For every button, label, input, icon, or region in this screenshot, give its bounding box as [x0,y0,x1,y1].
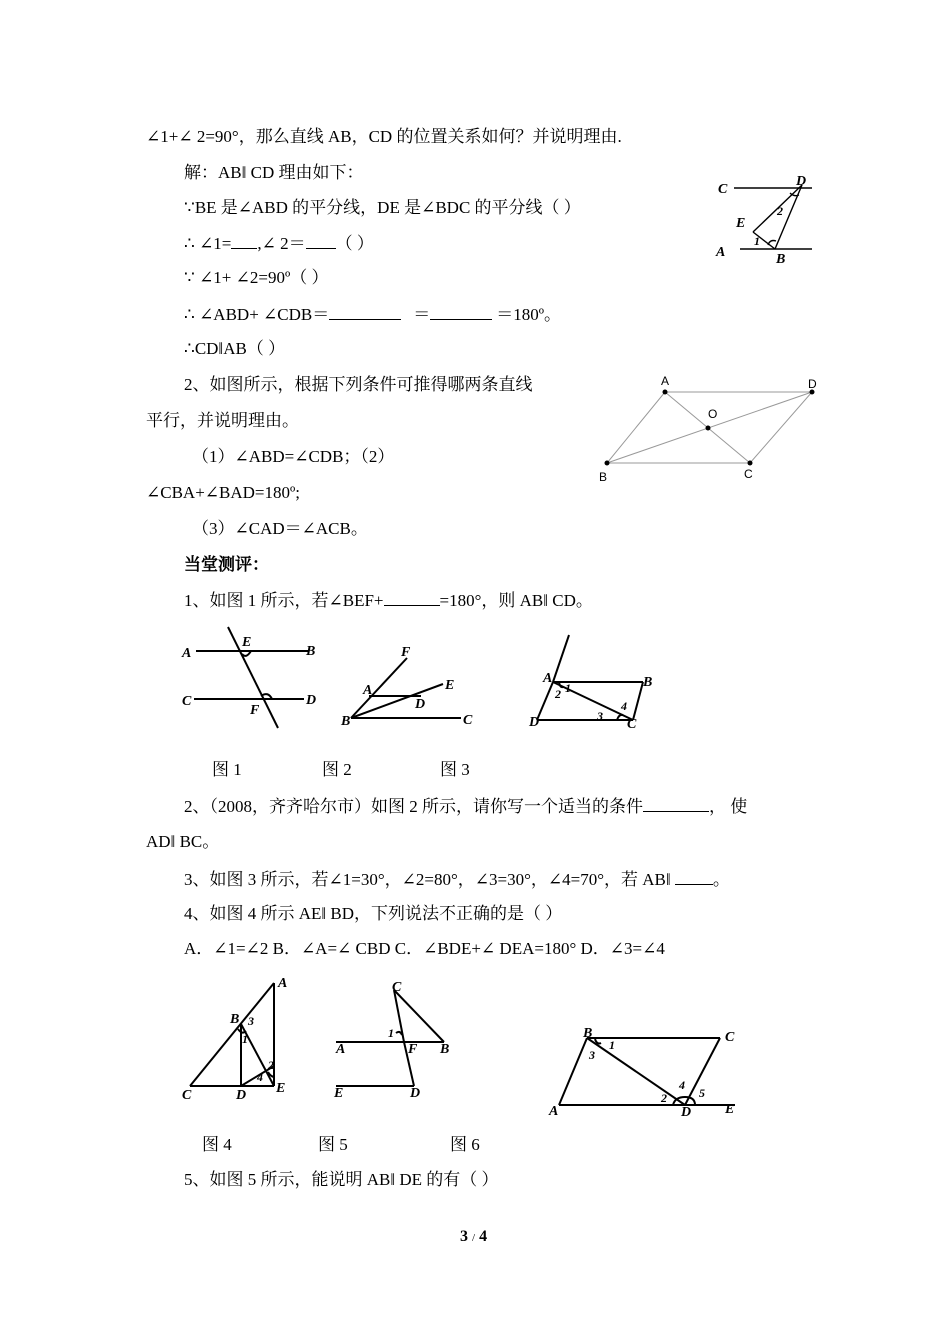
answer-blank[interactable] [231,232,257,249]
text-line: ∠1+∠ 2=90°，那么直线 AB，CD 的位置关系如何？并说明理由. [146,127,622,146]
label-d: D [796,174,807,189]
label-d: D [236,1088,247,1103]
figure-1 [180,625,330,735]
figure-caption: 图 6 [450,1135,480,1154]
figure-caption: 图 2 [322,760,352,779]
label-1: 1 [754,234,760,248]
label-a: A [278,976,288,991]
label-c: C [725,1030,735,1045]
label-2: 2 [268,1058,274,1072]
text-line [184,589,593,612]
label-d: D [681,1105,692,1120]
label-c: C [182,1088,192,1103]
label-3: 3 [248,1014,254,1028]
text-fragment: =180°，则 AB‖ CD。 [439,591,593,610]
figure-3 [525,630,685,740]
text-line: （1）∠ABD=∠CDB；（2） [192,447,395,466]
text-fragment: ＝ [413,305,431,324]
label-a: A [716,245,726,260]
text-fragment: ,∠ 2＝ [257,234,306,253]
text-line: 解：AB‖ CD 理由如下： [184,163,364,182]
label-a: A [182,646,192,661]
label-c: C [627,717,637,732]
label-4: 4 [257,1070,263,1084]
label-f: F [408,1042,418,1057]
text-fragment: 1、如图 1 所示，若∠BEF+ [184,591,384,610]
label-f: F [250,703,260,718]
label-1: 1 [609,1038,615,1052]
figure-caption: 图 5 [318,1135,348,1154]
label-2: 2 [661,1091,667,1105]
label-5: 5 [699,1086,705,1100]
label-a: A [549,1104,559,1119]
answer-blank[interactable] [306,232,336,249]
label-3: 3 [589,1048,595,1062]
text-line: （3）∠CAD＝∠ACB。 [192,519,368,538]
figure-parallelogram [595,372,835,482]
label-e: E [445,678,455,693]
text-line: A．∠1=∠2 B．∠A=∠ CBD C．∠BDE+∠ DEA=180° D．∠3=∠4 [184,939,665,958]
label-4: 4 [679,1078,685,1092]
text-line: 平行，并说明理由。 [146,411,299,430]
figure-5 [330,980,470,1105]
text-line: ∴CD‖AB（ ） [184,339,286,358]
answer-blank[interactable] [329,303,401,320]
page-separator: / [472,1232,476,1244]
label-b: B [583,1026,593,1041]
text-line: ∠CBA+∠BAD=180º; [146,483,301,502]
label-1: 1 [388,1026,394,1040]
label-2: 2 [555,687,561,701]
answer-blank[interactable] [430,303,492,320]
text-fragment: ∴ ∠1= [184,234,232,253]
label-c: C [463,713,473,728]
page-number [460,1228,487,1246]
label-e: E [276,1081,286,1096]
label-d: D [410,1086,421,1101]
text-fragment: ＝180º。 [496,305,562,324]
figure-caption: 图 3 [440,760,470,779]
label-c: C [392,980,402,995]
label-o: O [708,407,718,421]
label-d: D [306,693,317,708]
text-line: 2、如图所示，根据下列条件可推得哪两条直线 [184,375,533,394]
label-1: 1 [242,1032,248,1046]
figure-2 [335,640,485,750]
label-a: A [363,683,373,698]
label-4: 4 [621,699,627,713]
label-b: B [643,675,653,690]
text-fragment: 。 [712,870,730,889]
text-line: 5、如图 5 所示，能说明 AB‖ DE 的有（ ） [184,1170,499,1189]
text-line: ∵ ∠1+ ∠2=90º（ ） [184,268,329,287]
label-e: E [725,1102,735,1117]
label-b: B [341,714,351,729]
figure-4 [178,975,308,1105]
label-a: A [543,671,553,686]
label-e: E [242,635,252,650]
section-heading: 当堂测评： [184,555,269,574]
figure-bisectors [712,175,832,265]
page-current: 3 [460,1228,468,1245]
text-fragment: 3、如图 3 所示，若∠1=30°，∠2=80°，∠3=30°，∠4=70°，若 AB‖ [184,870,675,889]
answer-blank[interactable] [384,589,440,606]
text-line: AD‖ BC。 [146,832,220,851]
text-line: 4、如图 4 所示 AE‖ BD，下列说法不正确的是（ ） [184,904,563,923]
label-f: F [401,645,411,660]
answer-blank[interactable] [675,868,713,885]
label-e: E [334,1086,344,1101]
text-line [184,232,374,255]
text-fragment: （ ） [335,234,374,253]
label-c: C [718,182,728,197]
label-b: B [306,644,316,659]
label-c: C [744,467,753,481]
text-fragment: ∴ ∠ABD+ ∠CDB＝ [184,305,330,324]
text-line [184,303,561,326]
label-c: C [182,694,192,709]
label-b: B [230,1012,240,1027]
label-d: D [415,697,426,712]
text-line: ∵BE 是∠ABD 的平分线，DE 是∠BDC 的平分线（ ） [184,198,581,217]
label-b: B [776,252,786,267]
figure-caption: 图 4 [202,1135,232,1154]
text-fragment: ， 使 [709,797,748,816]
text-line [184,795,747,818]
label-e: E [736,216,746,231]
label-b: B [599,470,608,484]
page-total: 4 [479,1228,488,1245]
figure-caption: 图 1 [212,760,242,779]
label-b: B [440,1042,450,1057]
label-d: D [529,715,540,730]
label-a: A [661,374,670,388]
label-1: 1 [565,681,571,695]
answer-blank[interactable] [643,795,709,812]
text-line [184,868,730,891]
figure-6 [545,1025,755,1125]
text-fragment: 2、（2008，齐齐哈尔市）如图 2 所示，请你写一个适当的条件 [184,797,643,816]
label-2: 2 [777,204,783,218]
label-a: A [336,1042,346,1057]
label-d: D [808,377,817,391]
label-3: 3 [597,709,603,723]
